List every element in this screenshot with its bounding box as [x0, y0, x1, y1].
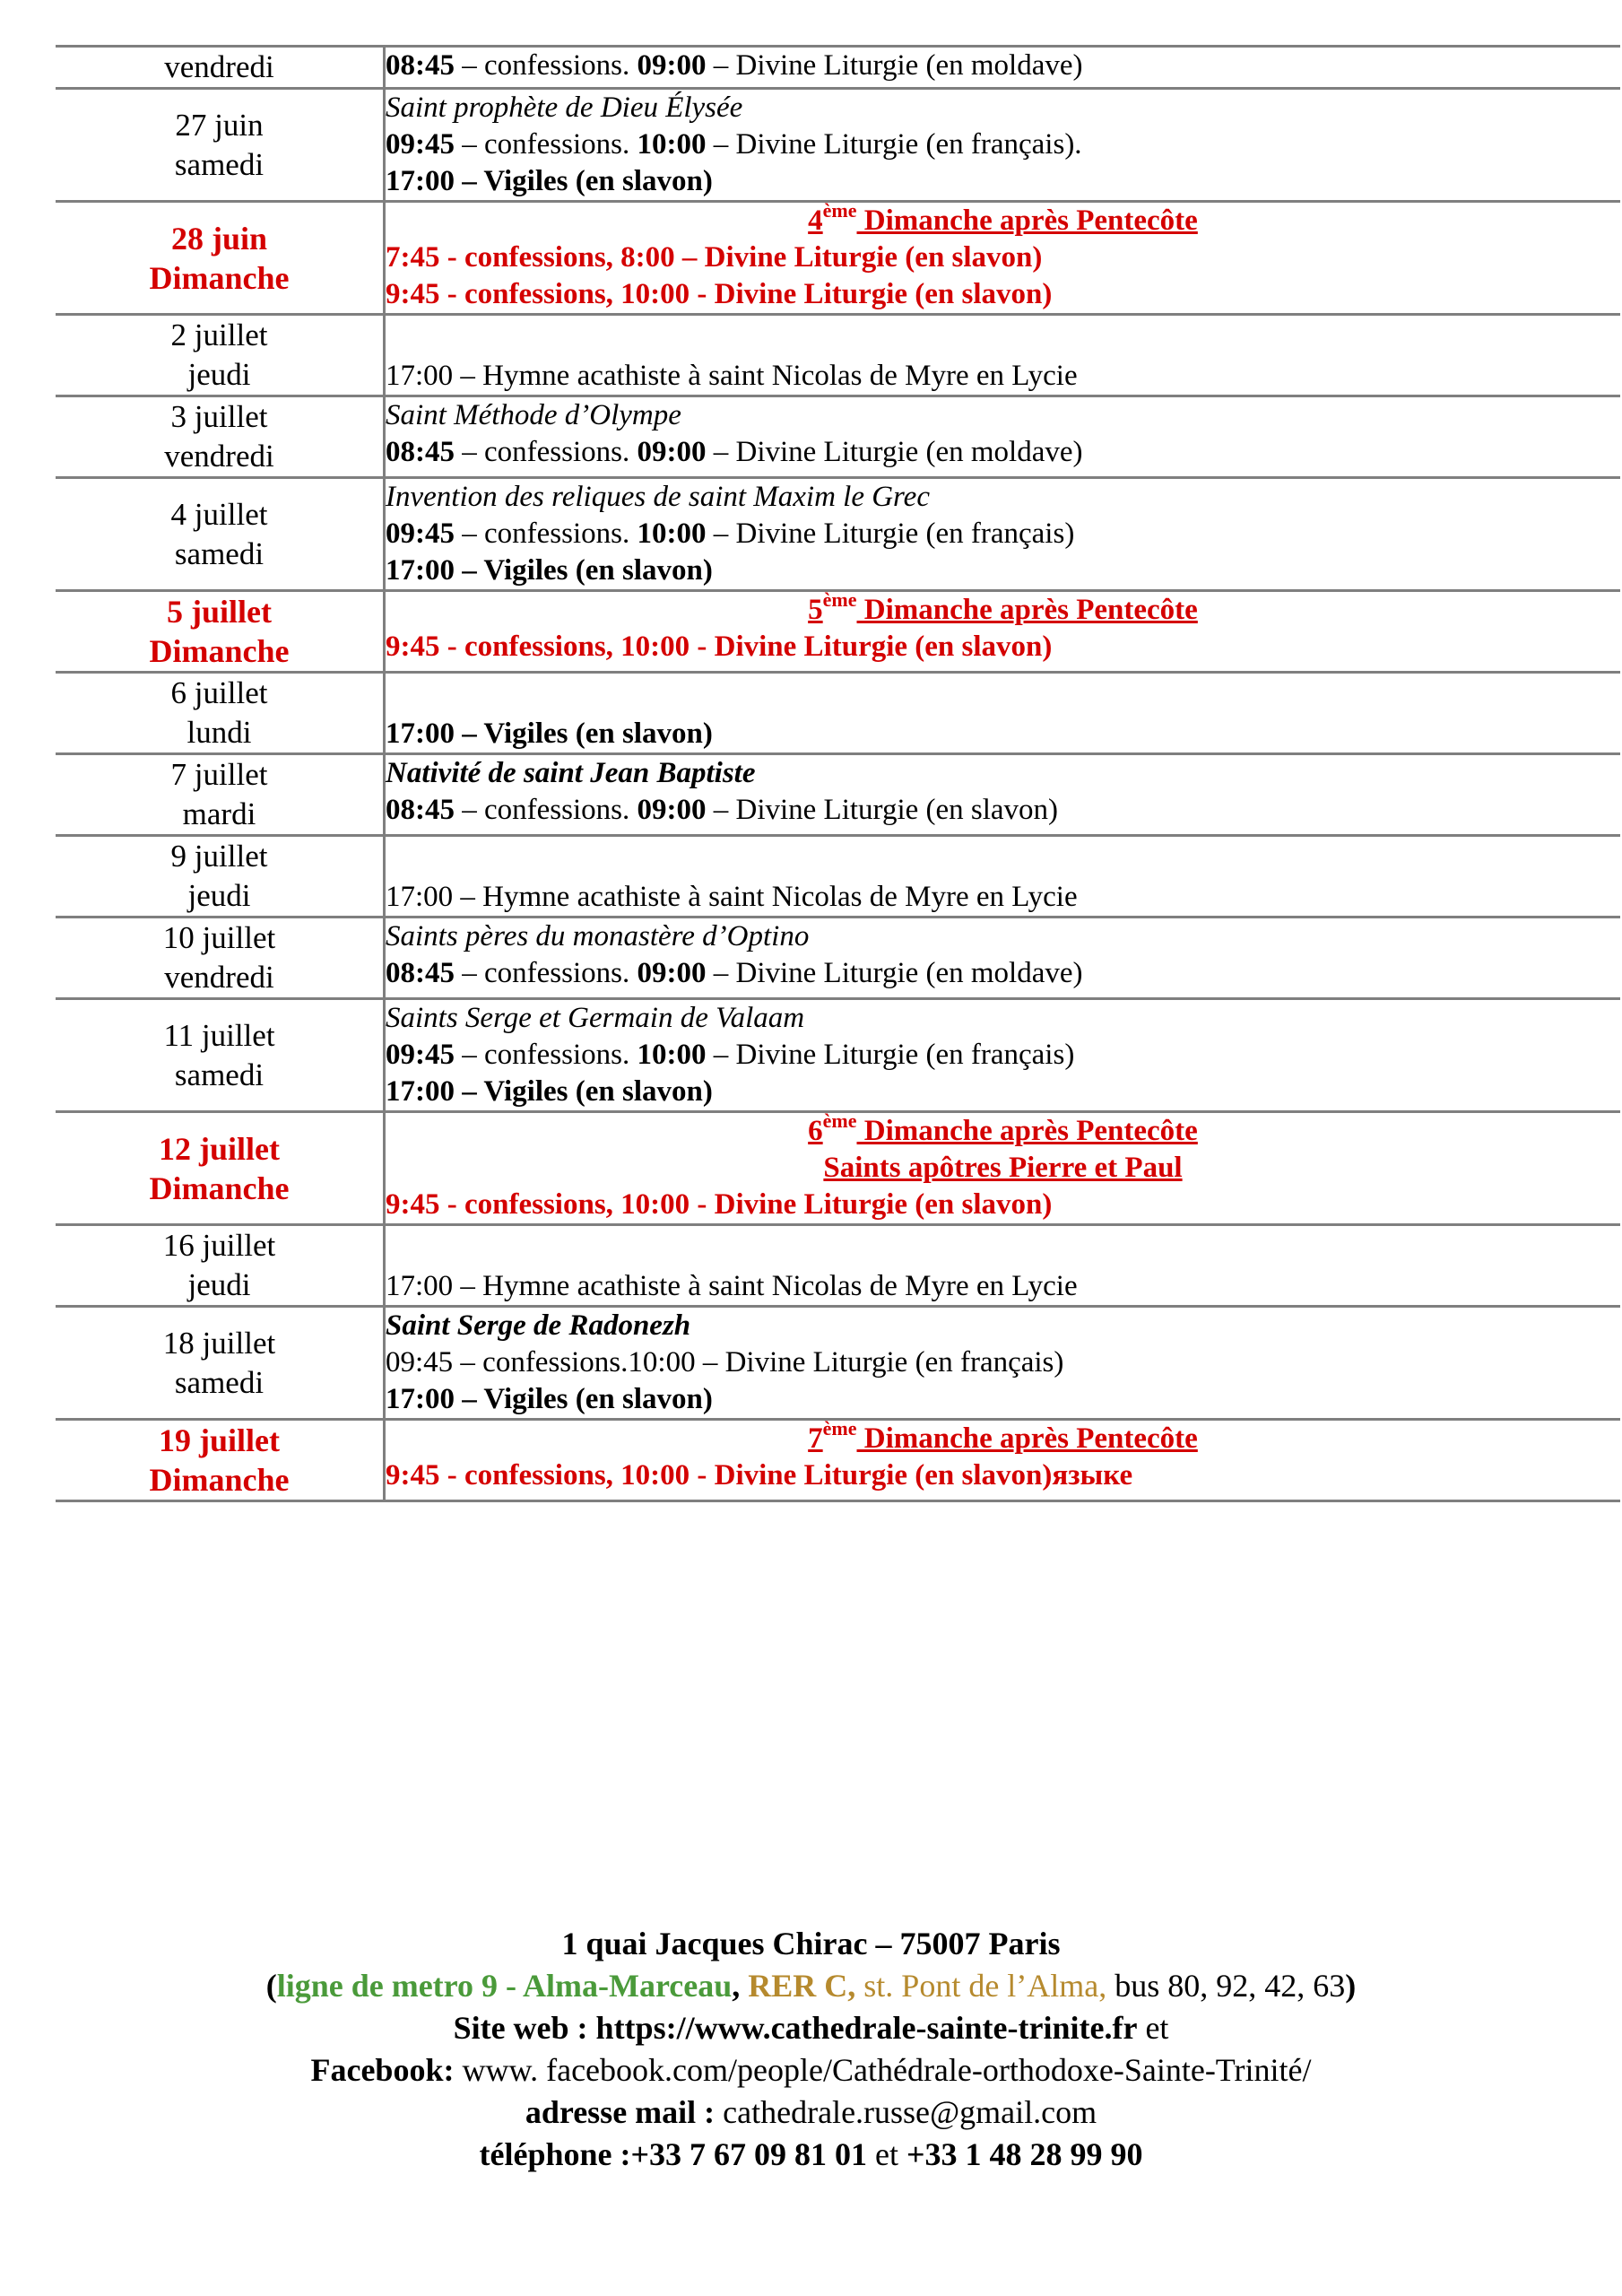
email-line: [0, 2092, 1622, 2134]
service-text: 17:00 – Vigiles (en slavon): [386, 1383, 713, 1415]
date-label: 12 juillet: [159, 1130, 280, 1167]
date-label: 4 juillet: [170, 496, 268, 532]
row-services: [385, 588, 1621, 673]
transport-line: (ligne de metro 9 - Alma-Marceau, RER C, st. Pont de l’Alma, bus 80, 92, 42, 63): [265, 1968, 1357, 2004]
service-text: 09:45: [386, 128, 455, 161]
service-text: 4: [808, 204, 823, 237]
row-date: [56, 1225, 385, 1307]
row-date: [56, 918, 385, 999]
weekday-label: Dimanche: [149, 259, 290, 296]
schedule-body: [56, 47, 1620, 1501]
schedule-row: [56, 202, 1620, 315]
service-text: – confessions.: [455, 49, 638, 82]
weekday-label: jeudi: [187, 878, 251, 913]
saint-name: Saint Serge de Radonezh: [386, 1309, 691, 1342]
phone-label: téléphone :: [479, 2136, 631, 2172]
row-date: [56, 1112, 385, 1225]
service-text: Dimanche après Pentecôte: [856, 204, 1198, 237]
date-label: 16 juillet: [162, 1228, 276, 1263]
service-line: [386, 90, 1620, 126]
saint-name: Nativité de saint Jean Baptiste: [386, 757, 756, 789]
service-text: 9:45 - confessions, 10:00 - Divine Liturgie (en slavon)языке: [386, 1459, 1133, 1492]
row-services: [385, 754, 1621, 836]
row-services: [385, 47, 1621, 89]
weekday-label: samedi: [174, 1364, 265, 1400]
service-line: [386, 163, 1620, 200]
service-line: [386, 792, 1620, 829]
schedule-row: [56, 673, 1620, 754]
ordinal-suffix: ème: [822, 1109, 857, 1132]
weekday-label: lundi: [186, 715, 252, 750]
phone-1[interactable]: +33 7 67 09 81 01: [630, 2136, 867, 2172]
service-line: [386, 629, 1620, 665]
date-label: 18 juillet: [162, 1325, 276, 1361]
saint-name: Saints pères du monastère d’Optino: [386, 920, 810, 952]
saint-name: Invention des reliques de saint Maxim le Grec: [386, 481, 930, 513]
schedule-row: [56, 754, 1620, 836]
schedule-row: [56, 1307, 1620, 1420]
service-line: [386, 239, 1620, 276]
date-label: 3 juillet: [170, 399, 268, 434]
service-text: 17:00 – Hymne acathiste à saint Nicolas de Myre en Lycie: [386, 881, 1078, 913]
date-label: 27 juin: [175, 107, 264, 143]
service-text: 17:00 – Vigiles (en slavon): [386, 718, 713, 750]
service-text: – Divine Liturgie (en français).: [706, 128, 1082, 161]
row-date: [56, 999, 385, 1112]
row-date: [56, 202, 385, 315]
service-line: [386, 434, 1620, 471]
row-services: [385, 1225, 1621, 1307]
service-line: [386, 1457, 1620, 1494]
row-services: [385, 478, 1621, 591]
service-line: [386, 1381, 1620, 1418]
date-label: 11 juillet: [163, 1017, 275, 1053]
service-text: 09:45: [386, 517, 455, 550]
service-text: 09:00: [637, 794, 707, 826]
service-line: [386, 358, 1620, 395]
row-services: [385, 315, 1621, 396]
service-line: [386, 1000, 1620, 1037]
feast-title: [386, 1150, 1620, 1187]
weekday-label: mardi: [182, 796, 256, 831]
weekday-label: jeudi: [187, 1267, 251, 1302]
service-text: 17:00 – Vigiles (en slavon): [386, 554, 713, 587]
row-services: [385, 1307, 1621, 1420]
row-services: [385, 673, 1621, 754]
schedule-row: [56, 89, 1620, 202]
date-label: 10 juillet: [162, 920, 276, 955]
schedule-row: [56, 315, 1620, 396]
service-text: – Divine Liturgie (en moldave): [706, 49, 1083, 82]
weekday-label: jeudi: [187, 357, 251, 392]
website-label: Site web :: [453, 2010, 588, 2046]
row-services: [385, 1417, 1621, 1501]
service-text: – Divine Liturgie (en moldave): [706, 957, 1083, 989]
service-text: – confessions.: [455, 128, 638, 161]
weekday-label: samedi: [174, 535, 265, 571]
service-text: – confessions.: [455, 794, 638, 826]
service-text: 7: [808, 1422, 823, 1455]
contact-footer: [0, 1923, 1622, 2176]
service-line: [386, 1187, 1620, 1223]
service-text: – Divine Liturgie (en slavon): [706, 794, 1059, 826]
service-line: [386, 918, 1620, 955]
service-text: – Divine Liturgie (en français): [706, 517, 1075, 550]
row-date: [56, 396, 385, 478]
weekday-label: samedi: [174, 146, 265, 182]
row-date: [56, 47, 385, 89]
service-line: [386, 716, 1620, 752]
schedule-table: [56, 45, 1620, 1502]
schedule-row: [56, 478, 1620, 591]
service-text: 08:45: [386, 957, 455, 989]
row-services: [385, 836, 1621, 918]
service-line: [386, 879, 1620, 916]
service-text: – Divine Liturgie (en moldave): [706, 436, 1083, 468]
service-text: – confessions.: [455, 1039, 638, 1071]
date-label: 6 juillet: [170, 675, 268, 710]
feast-title: [386, 1417, 1620, 1457]
row-services: [385, 918, 1621, 999]
ordinal-suffix: ème: [822, 588, 857, 611]
row-date: [56, 673, 385, 754]
feast-title: [386, 1109, 1620, 1150]
schedule-row: [56, 836, 1620, 918]
row-date: [56, 591, 385, 673]
saint-name: Saint prophète de Dieu Élysée: [386, 91, 743, 124]
row-date: [56, 754, 385, 836]
weekday-label: samedi: [174, 1057, 265, 1092]
feast-title: [386, 588, 1620, 629]
service-text: 9:45 - confessions, 10:00 - Divine Liturgie (en slavon): [386, 1188, 1053, 1221]
service-text: – confessions.: [455, 957, 638, 989]
date-label: 28 juin: [170, 220, 268, 257]
row-services: [385, 89, 1621, 202]
service-text: 10:00: [637, 517, 707, 550]
schedule-row: [56, 47, 1620, 89]
email-link[interactable]: cathedrale.russe@gmail.com: [715, 2094, 1097, 2130]
facebook-link[interactable]: www. facebook.com/people/Cathédrale-orthodoxe-Sainte-Trinité/: [454, 2052, 1312, 2088]
service-text: 17:00 – Hymne acathiste à saint Nicolas de Myre en Lycie: [386, 1270, 1078, 1302]
row-date: [56, 1420, 385, 1501]
weekday-label: Dimanche: [149, 1170, 290, 1206]
bus-info: bus 80, 92, 42, 63: [1106, 1968, 1346, 2004]
phone-line: téléphone :+33 7 67 09 81 01 et +33 1 48 28 99 90: [479, 2136, 1143, 2172]
feast-title: [386, 199, 1620, 239]
row-services: [385, 999, 1621, 1112]
service-text: 09:45: [386, 1039, 455, 1071]
date-label: 19 juillet: [159, 1422, 280, 1458]
service-text: 17:00 – Hymne acathiste à saint Nicolas de Myre en Lycie: [386, 360, 1078, 392]
date-label: 2 juillet: [170, 317, 268, 352]
row-date: [56, 836, 385, 918]
website-line: Site web : https://www.cathedrale-sainte-trinite.fr et: [453, 2010, 1169, 2046]
service-line: [386, 1074, 1620, 1110]
service-text: – confessions.: [455, 517, 638, 550]
schedule-row: [56, 1112, 1620, 1225]
ordinal-suffix: ème: [822, 199, 857, 222]
service-line: [386, 1268, 1620, 1305]
row-services: [385, 1109, 1621, 1225]
email-label: adresse mail :: [525, 2094, 716, 2130]
row-services: [385, 199, 1621, 315]
date-label: 5 juillet: [167, 594, 272, 630]
row-services: [385, 396, 1621, 478]
service-text: 5: [808, 594, 823, 626]
weekday-label: Dimanche: [149, 633, 290, 669]
service-text: 08:45: [386, 794, 455, 826]
rer-info: RER C,: [748, 1968, 856, 2004]
metro-info: ligne de metro 9 - Alma-Marceau: [276, 1968, 733, 2004]
service-text: 17:00 – Vigiles (en slavon): [386, 1075, 713, 1108]
schedule-row: [56, 918, 1620, 999]
facebook-label: Facebook:: [310, 2052, 455, 2088]
facebook-line: [0, 2049, 1622, 2092]
service-text: 08:45: [386, 49, 455, 82]
schedule-row: [56, 1420, 1620, 1501]
service-text: 9:45 - confessions, 10:00 - Divine Liturgie (en slavon): [386, 631, 1053, 663]
service-text: Dimanche après Pentecôte: [856, 594, 1198, 626]
service-text: 10:00: [637, 1039, 707, 1071]
service-text: 09:00: [637, 436, 707, 468]
service-text: 9:45 - confessions, 10:00 - Divine Liturgie (en slavon): [386, 278, 1053, 310]
service-line: [386, 48, 1620, 84]
service-text: Dimanche après Pentecôte: [856, 1115, 1198, 1147]
service-line: [386, 1037, 1620, 1074]
schedule-row: [56, 396, 1620, 478]
row-date: [56, 89, 385, 202]
date-label: 7 juillet: [170, 757, 268, 792]
weekday-label: vendredi: [164, 439, 274, 474]
saint-name: Saints Serge et Germain de Valaam: [386, 1002, 805, 1034]
service-line: [386, 955, 1620, 992]
service-text: 08:45: [386, 436, 455, 468]
schedule-row: [56, 1225, 1620, 1307]
weekday-label: vendredi: [164, 960, 274, 995]
service-text: – Divine Liturgie (en français): [706, 1039, 1075, 1071]
service-text: 6: [808, 1115, 823, 1147]
service-text: 10:00: [637, 128, 707, 161]
service-line: [386, 755, 1620, 792]
address: 1 quai Jacques Chirac – 75007 Paris: [561, 1926, 1061, 1961]
service-text: 09:00: [637, 957, 707, 989]
phone-2[interactable]: +33 1 48 28 99 90: [906, 2136, 1143, 2172]
service-text: 17:00 – Vigiles (en slavon): [386, 165, 713, 197]
service-line: [386, 552, 1620, 589]
service-line: [386, 397, 1620, 434]
service-text: 09:45 – confessions.10:00 – Divine Liturgie (en français): [386, 1346, 1064, 1378]
service-text: – confessions.: [455, 436, 638, 468]
service-text: Saints apôtres Pierre et Paul: [823, 1152, 1183, 1184]
service-line: [386, 1344, 1620, 1381]
schedule-row: [56, 591, 1620, 673]
service-text: 09:00: [637, 49, 707, 82]
row-date: [56, 315, 385, 396]
service-line: [386, 516, 1620, 552]
station-info: st. Pont de l’Alma,: [855, 1968, 1107, 2004]
row-date: [56, 478, 385, 591]
saint-name: Saint Méthode d’Olympe: [386, 399, 681, 431]
service-line: [386, 479, 1620, 516]
row-date: [56, 1307, 385, 1420]
ordinal-suffix: ème: [822, 1417, 857, 1439]
date-label: 9 juillet: [170, 839, 268, 874]
service-line: [386, 126, 1620, 163]
service-text: 7:45 - confessions, 8:00 – Divine Liturgie (en slavon): [386, 241, 1043, 274]
schedule-row: [56, 999, 1620, 1112]
weekday-label: Dimanche: [149, 1462, 290, 1498]
service-line: [386, 1308, 1620, 1344]
website-link[interactable]: https://www.cathedrale-sainte-trinite.fr: [587, 2010, 1138, 2046]
service-line: [386, 276, 1620, 313]
service-text: Dimanche après Pentecôte: [856, 1422, 1198, 1455]
date-label: vendredi: [164, 49, 274, 84]
